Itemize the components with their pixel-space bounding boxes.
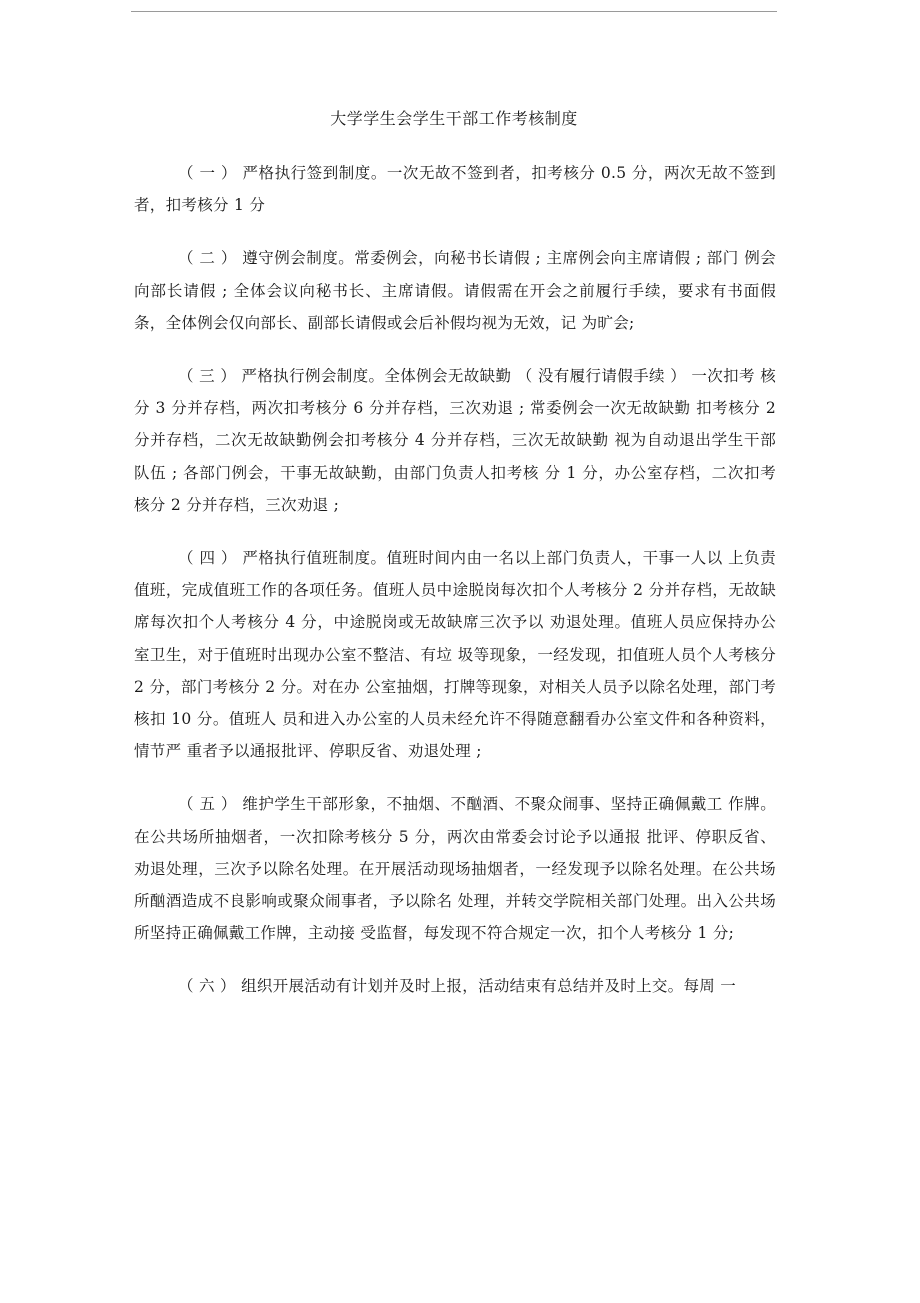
paragraph-3: （ 三 ） 严格执行例会制度。全体例会无故缺勤 （ 没有履行请假手续 ） 一次扣考 核分 3 分并存档，两次扣考核分 6 分并存档，三次劝退 ; 常委例会一次无故缺勤 扣考核分 2 分并存档，二次无故缺勤例会扣考核分 4 分并存档，三次无故缺勤 视为自动退出学生干部队伍 ; 各部门例会，干事无故缺勤，由部门负责人扣考核 分 1 分，办公室存档，二次扣考核分 2 分并存档，三次劝退 ; [134, 367, 776, 514]
paragraph-4: （ 四 ） 严格执行值班制度。值班时间内由一名以上部门负责人，干事一人以 上负责值班，完成值班工作的各项任务。值班人员中途脱岗每次扣个人考核分 2 分并存档，无故缺席每次扣个人考核分 4 分，中途脱岗或无故缺席三次予以 劝退处理。值班人员应保持办公室卫生，对于值班时出现办公室不整洁、有垃 圾等现象，一经发现，扣值班人员个人考核分 2 分，部门考核分 2 分。对在办 公室抽烟，打牌等现象，对相关人员予以除名处理，部门考核扣 10 分。值班人 员和进入办公室的人员未经允许不得随意翻看办公室文件和各种资料，情节严 重者予以通报批评、停职反省、劝退处理 ; [134, 549, 776, 761]
header-rule [131, 11, 777, 12]
document-body [134, 157, 776, 1003]
paragraph-1: （ 一 ） 严格执行签到制度。一次无故不签到者，扣考核分 0.5 分，两次无故不签到者，扣考核分 1 分 [134, 164, 776, 215]
paragraph-6: （ 六 ） 组织开展活动有计划并及时上报，活动结束有总结并及时上交。每周 一 [178, 977, 737, 996]
document-title: 大学学生会学生干部工作考核制度 [330, 109, 578, 128]
paragraph-5: （ 五 ） 维护学生干部形象，不抽烟、不酗酒、不聚众闹事、坚持正确佩戴工 作牌。在公共场所抽烟者，一次扣除考核分 5 分，两次由常委会讨论予以通报 批评、停职反省、劝退处理，三次予以除名处理。在开展活动现场抽烟者，一经发现予以除名处理。在公共场所酗酒造成不良影响或聚众闹事者，予以除名 处理，并转交学院相关部门处理。出入公共场所坚持正确佩戴工作牌，主动接 受监督，每发现不符合规定一次，扣个人考核分 1 分; [134, 795, 776, 943]
paragraph-2: （ 二 ） 遵守例会制度。常委例会，向秘书长请假 ; 主席例会向主席请假 ; 部门 例会向部长请假 ; 全体会议向秘书长、主席请假。请假需在开会之前履行手续，要求有书面假条，全体例会仅向部长、副部长请假或会后补假均视为无效，记 为旷会; [134, 249, 776, 332]
